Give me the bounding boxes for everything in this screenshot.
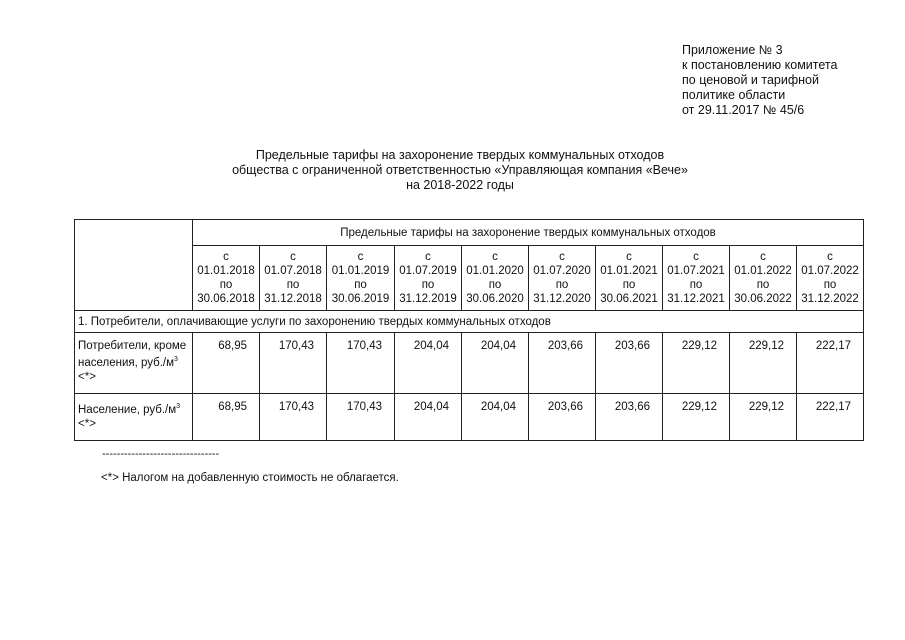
period-line: 01.07.2019 [399, 265, 457, 277]
period-line: 31.12.2020 [533, 293, 591, 305]
period-header [193, 246, 260, 311]
period-line: 30.06.2018 [197, 293, 255, 305]
period-line: по [622, 279, 636, 291]
period-line: по [823, 279, 837, 291]
row-label [75, 333, 193, 394]
footnote-divider: -------------------------------- [102, 448, 220, 460]
appendix-line: к постановлению комитета [682, 58, 838, 72]
period-line: 01.01.2021 [600, 265, 658, 277]
title-line: Предельные тарифы на захоронение твердых коммунальных отходов [255, 148, 665, 162]
tariff-value: 229,12 [663, 333, 730, 394]
period-line: 01.01.2019 [331, 265, 390, 277]
tariff-value: 68,95 [193, 333, 260, 394]
tariff-value: 68,95 [193, 394, 260, 441]
period-line: по [555, 279, 569, 291]
row-label-line: населения, руб./м [78, 356, 175, 369]
tariff-value: 222,17 [797, 394, 864, 441]
period-line: 01.07.2020 [533, 265, 591, 277]
row-note: <*> [78, 370, 96, 383]
period-line: с [827, 251, 833, 263]
period-line: 01.01.2022 [734, 265, 792, 277]
tariff-value: 203,66 [529, 333, 596, 394]
appendix-line: от 29.11.2017 № 45/6 [682, 103, 805, 117]
period-line: 31.12.2018 [264, 293, 322, 305]
tariff-table [74, 219, 864, 441]
period-line: по [219, 279, 233, 291]
period-header [327, 246, 395, 311]
unit-superscript: 3 [174, 356, 178, 363]
title-line: общества с ограниченной ответственностью «Управляющая компания «Вече» [232, 163, 688, 177]
appendix-line: политике области [682, 88, 786, 102]
appendix-block [682, 43, 837, 118]
period-line: с [626, 251, 632, 263]
period-line: 31.12.2022 [801, 293, 859, 305]
row-label [75, 394, 193, 441]
tariff-value: 229,12 [730, 333, 797, 394]
row-note: <*> [78, 417, 96, 430]
period-header [596, 246, 663, 311]
tariff-value: 203,66 [529, 394, 596, 441]
period-header [663, 246, 730, 311]
period-line: 01.07.2021 [667, 265, 725, 277]
row-label-line: Потребители, кроме [78, 340, 187, 352]
period-line: с [760, 251, 766, 263]
period-line: 31.12.2021 [667, 293, 725, 305]
period-header [529, 246, 596, 311]
period-header [395, 246, 462, 311]
unit-superscript: 3 [176, 403, 181, 410]
period-line: с [492, 251, 498, 263]
tariff-value: 204,04 [395, 394, 462, 441]
period-line: по [354, 279, 367, 291]
period-line: 01.01.2020 [466, 265, 524, 277]
tariff-value: 203,66 [596, 333, 663, 394]
period-line: 30.06.2019 [331, 293, 390, 305]
tariff-value: 204,04 [462, 394, 529, 441]
tariff-value: 170,43 [260, 333, 327, 394]
period-line: 01.07.2022 [801, 265, 859, 277]
tariff-value: 170,43 [327, 333, 395, 394]
period-line: с [357, 251, 364, 263]
period-line: с [223, 251, 229, 263]
period-line: по [689, 279, 703, 291]
appendix-line: по ценовой и тарифной [682, 73, 819, 87]
document-title [180, 148, 740, 193]
period-line: с [290, 251, 296, 263]
period-line: 01.01.2018 [197, 265, 255, 277]
corner-cell [75, 220, 193, 311]
tariff-value: 170,43 [327, 394, 395, 441]
row-label-line: Население, руб./м [78, 403, 177, 416]
period-line: 31.12.2019 [399, 293, 457, 305]
tariff-value: 170,43 [260, 394, 327, 441]
period-line: по [421, 279, 435, 291]
tariff-value: 229,12 [730, 394, 797, 441]
tariff-value: 204,04 [395, 333, 462, 394]
tariff-value: 203,66 [596, 394, 663, 441]
period-line: по [488, 279, 502, 291]
period-line: по [756, 279, 770, 291]
period-line: с [693, 251, 699, 263]
tariff-value: 229,12 [663, 394, 730, 441]
period-line: 30.06.2022 [734, 293, 792, 305]
tariff-value: 222,17 [797, 333, 864, 394]
period-line: по [286, 279, 300, 291]
section-label: 1. Потребители, оплачивающие услуги по захоронению твердых коммунальных отходов [75, 311, 864, 333]
title-line: на 2018-2022 годы [406, 178, 514, 192]
appendix-line: Приложение № 3 [682, 43, 783, 57]
period-header [462, 246, 529, 311]
period-line: с [559, 251, 565, 263]
period-line: 01.07.2018 [264, 265, 322, 277]
period-line: с [425, 251, 431, 263]
footnote: <*> Налогом на добавленную стоимость не облагается. [101, 472, 399, 484]
period-header [260, 246, 327, 311]
period-line: 30.06.2021 [600, 293, 658, 305]
period-header [730, 246, 797, 311]
period-header [797, 246, 864, 311]
tariff-value: 204,04 [462, 333, 529, 394]
period-line: 30.06.2020 [466, 293, 524, 305]
header-main: Предельные тарифы на захоронение твердых коммунальных отходов [193, 220, 864, 246]
